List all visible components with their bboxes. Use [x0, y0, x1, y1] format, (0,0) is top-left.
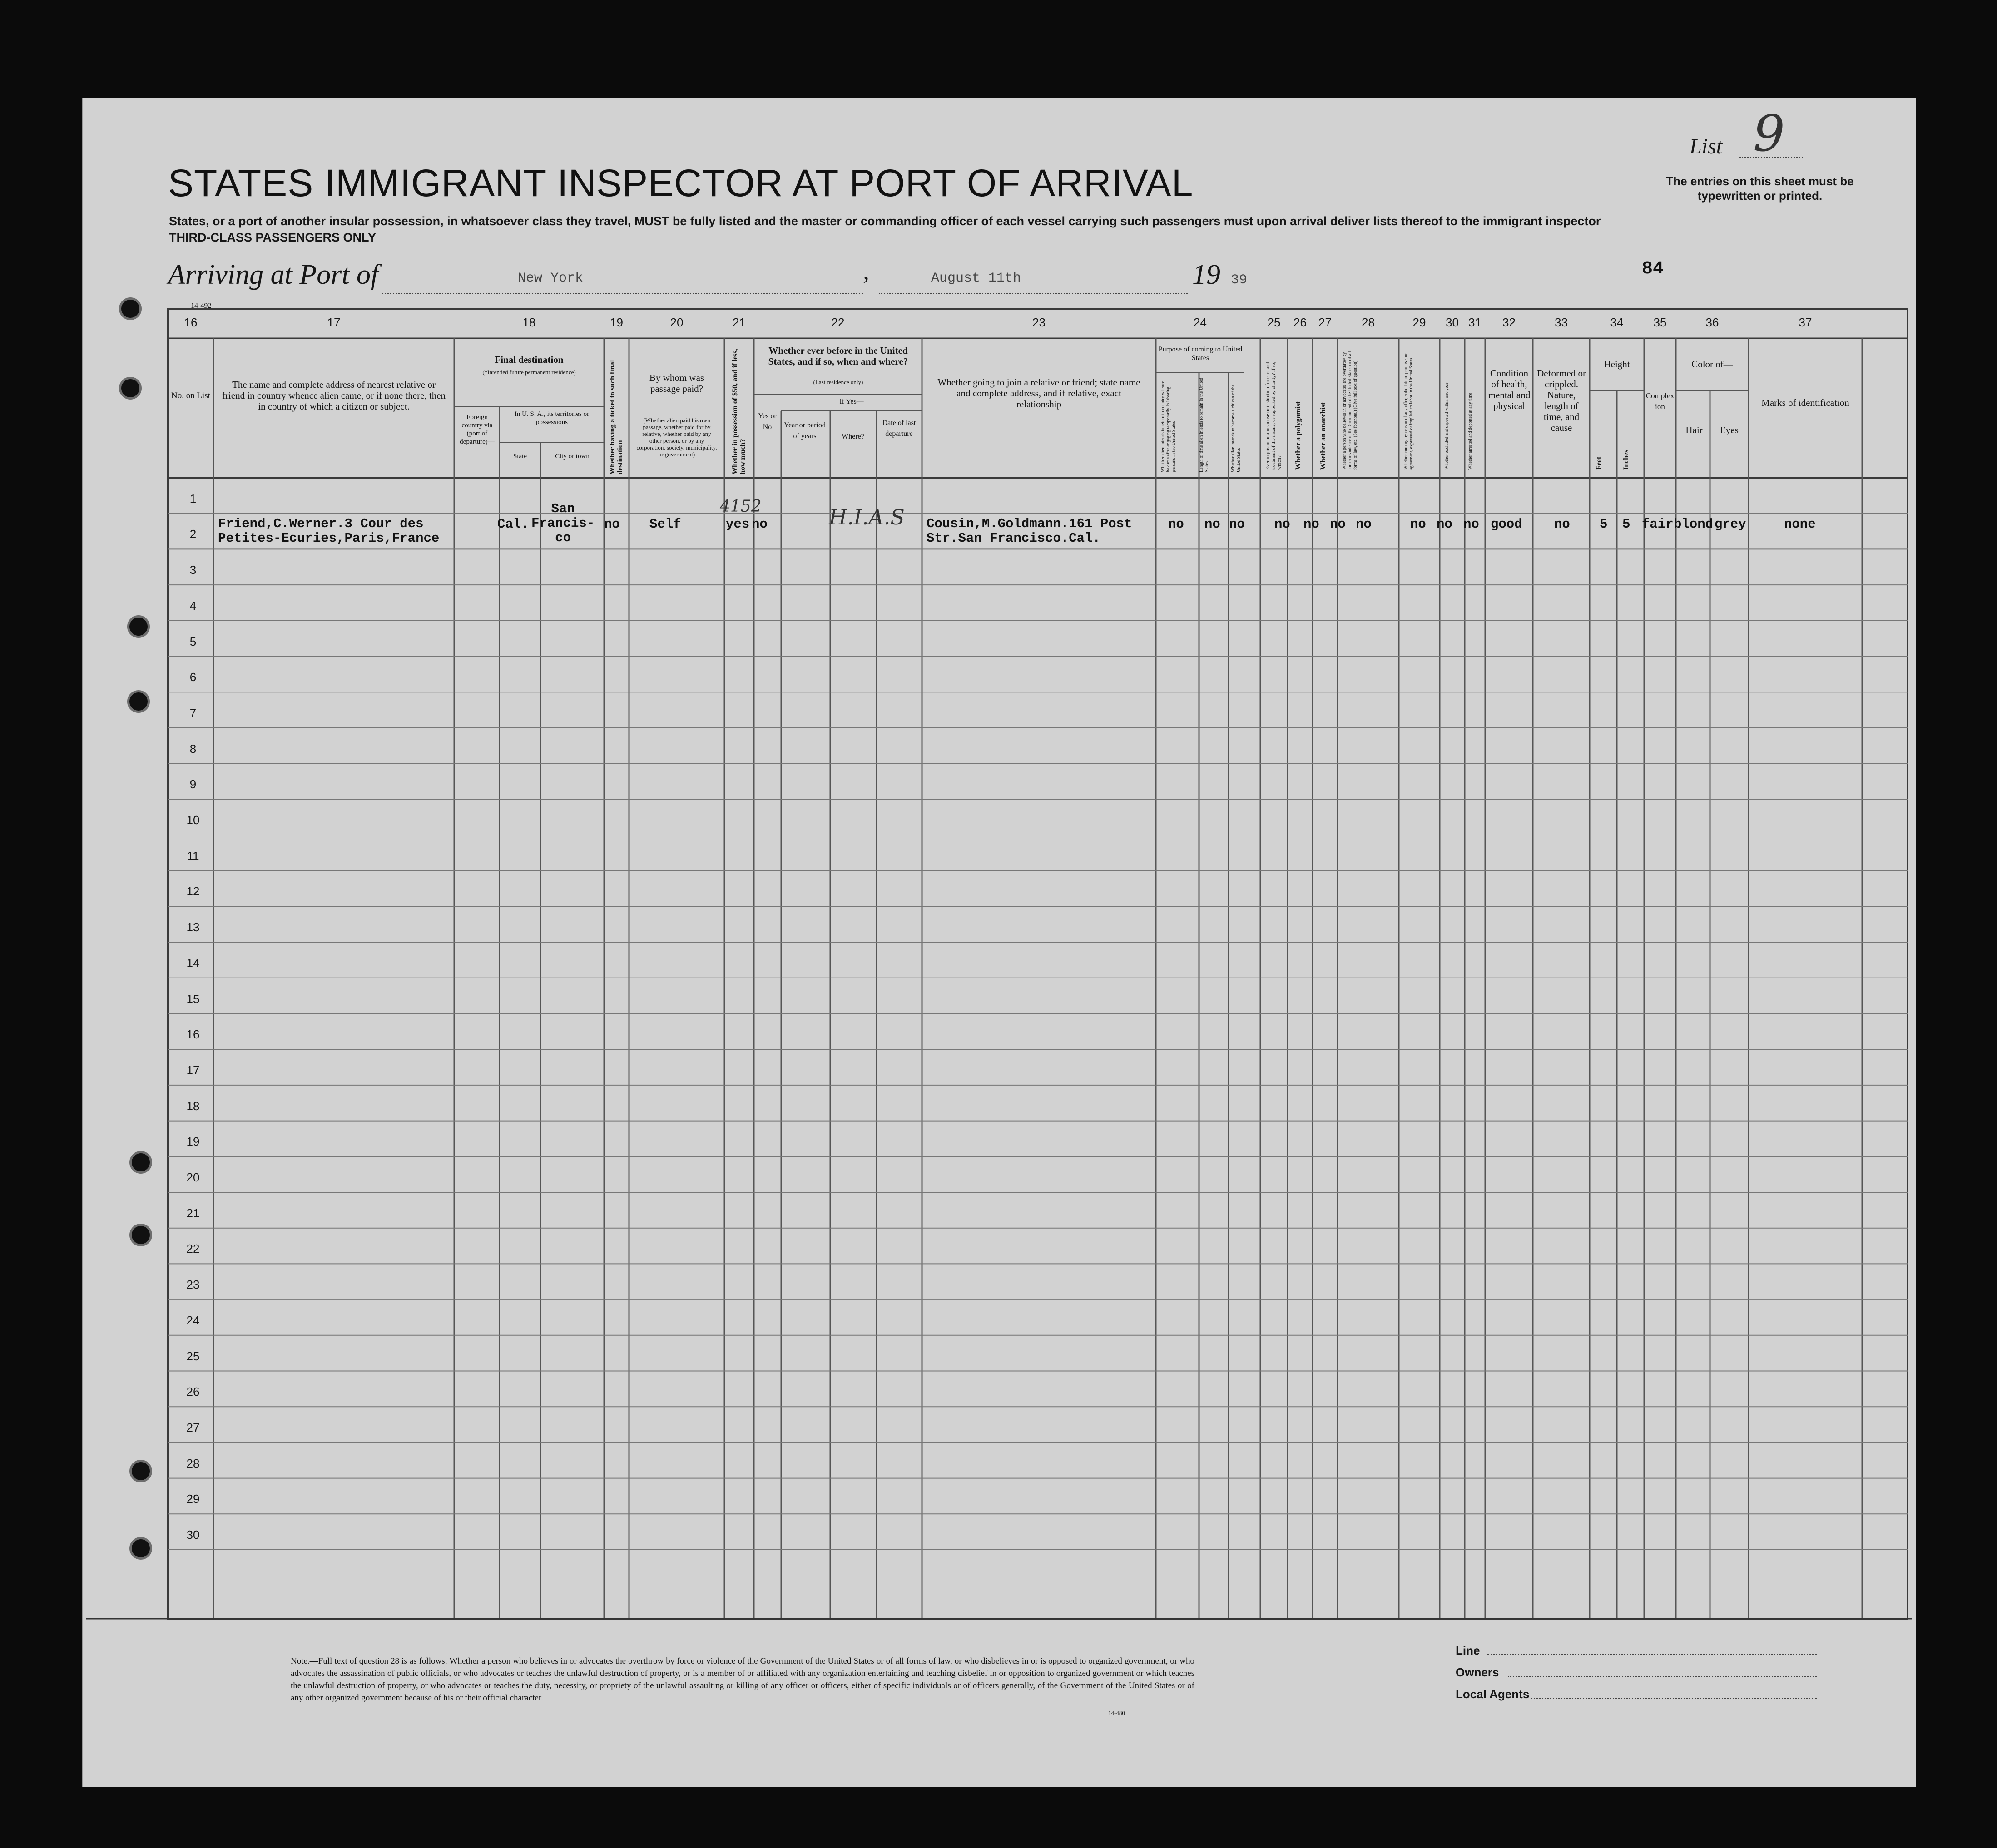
- city-line-3: co: [555, 530, 571, 545]
- relative-line-1: Friend,C.Werner.3 Cour des: [218, 516, 424, 531]
- line-number: 10: [186, 813, 200, 827]
- comma-separator: ,: [863, 257, 869, 285]
- row-1-complexion: fair: [1642, 517, 1674, 532]
- line-number: 15: [186, 992, 200, 1006]
- row-1-deformed: no: [1554, 517, 1570, 532]
- row-1-state: Cal.: [497, 517, 529, 532]
- header-yes-or-no: Yes or No: [758, 412, 777, 431]
- line-number: 24: [186, 1313, 200, 1327]
- header-final-destination-note: (*Intended future permanent residence): [482, 369, 576, 376]
- page-title: STATES IMMIGRANT INSPECTOR AT PORT OF ARRIVAL: [168, 162, 1194, 204]
- row-1-inches: 5: [1622, 517, 1630, 532]
- header-prison: Ever in prison or almshouse or institution for care and treatment of the insane, or supported by charity? If so, which?: [1265, 361, 1282, 470]
- header-complexion: Complexion: [1645, 391, 1675, 411]
- class-line: THIRD-CLASS PASSENGERS ONLY: [169, 231, 377, 244]
- header-nearest-relative: The name and complete address of nearest relative or friend in country whence alien came, or if none there, then in country of which a citizen or subject.: [222, 379, 446, 412]
- line-number: 27: [186, 1420, 200, 1434]
- column-number-33: 33: [1555, 316, 1568, 329]
- owners-underline: [1508, 1676, 1817, 1677]
- header-in-usa: In U. S. A., its territories or possessions: [514, 410, 590, 426]
- relative-line-2: Petites-Ecuries,Paris,France: [218, 531, 440, 546]
- footnote-question-28: Note.—Full text of question 28 is as follows: Whether a person who believes in or advocates the overthrow by force or violence of the Government of the United States or of all forms of law, or who disbelieves in or is opposed to organized government, or who advocates the assassination of public officials, or who advocates or teaches the unlawful destruction of property, or is a member of or affiliated with any organization entertaining and teaching disbelief in or opposition to organized government or which teaches the unlawful destruction of property, or who advocates or teaches the duty, necessity, or propriety of the unlawful assaulting or killing of any officer or officers, either of specific individuals or of officers generally, of the Government of the United States or of any other organized government because of his or their official character.: [291, 1656, 1194, 1703]
- line-number: 22: [186, 1242, 200, 1256]
- header-polygamist: Whether a polygamist: [1294, 401, 1302, 470]
- header-length-stay: Length of time alien intends to remain in the United States: [1199, 377, 1209, 472]
- row-1-ticket: no: [604, 517, 620, 532]
- row-1-relative: [218, 517, 439, 546]
- column-number-20: 20: [670, 316, 684, 329]
- header-deformed: Deformed or crippled. Nature, length of time, and cause: [1537, 368, 1586, 433]
- row-1-hair: blond: [1674, 517, 1714, 532]
- header-year-period: Year or period of years: [784, 421, 826, 440]
- line-number: 20: [186, 1171, 200, 1184]
- header-ticket: Whether having a ticket to such final destination: [609, 360, 624, 474]
- line-number: 2: [189, 527, 197, 541]
- column-number-22: 22: [831, 316, 845, 329]
- header-purpose: Purpose of coming to United States: [1158, 346, 1243, 362]
- list-number: 9: [1753, 104, 1785, 163]
- row-1-marks: none: [1784, 517, 1816, 532]
- header-before-in-us: Whether ever before in the United States, and if so, when and where?: [768, 345, 908, 367]
- column-number-27: 27: [1318, 316, 1332, 329]
- sheet-number: 84: [1642, 259, 1664, 279]
- row-1-eyes: grey: [1715, 517, 1746, 532]
- local-agents-label: Local Agents: [1456, 1687, 1530, 1701]
- header-where: Where?: [842, 433, 864, 440]
- row-1-paid-by: Self: [649, 517, 681, 532]
- header-no-on-list: No. on List: [171, 391, 211, 400]
- line-number: 28: [186, 1456, 200, 1470]
- line-number: 23: [186, 1278, 200, 1292]
- column-number-31: 31: [1468, 316, 1482, 329]
- row-1-city: [531, 502, 595, 545]
- row-1-length-stay: no: [1204, 517, 1220, 532]
- column-number-34: 34: [1610, 316, 1624, 329]
- row-1-excluded: no: [1437, 517, 1452, 532]
- header-height: Height: [1604, 359, 1630, 370]
- line-number: 5: [189, 634, 197, 648]
- column-number-19: 19: [610, 316, 623, 329]
- header-going-to-join: Whether going to join a relative or friend; state name and complete address, and if relative, exact relationship: [937, 377, 1140, 410]
- line-number: 29: [186, 1492, 200, 1506]
- line-number: 9: [189, 777, 197, 791]
- row-1-money: yes: [726, 517, 750, 532]
- line-number: 7: [189, 706, 197, 720]
- line-number: 14: [186, 956, 200, 970]
- header-color-of: Color of—: [1691, 359, 1733, 370]
- header-health: Condition of health, mental and physical: [1488, 368, 1531, 411]
- line-number: 26: [186, 1385, 200, 1399]
- year-prefix: 19: [1192, 259, 1220, 290]
- column-number-17: 17: [327, 316, 341, 329]
- line-number: 12: [186, 884, 200, 899]
- row-1-before-in-us: no: [752, 517, 768, 532]
- column-number-23: 23: [1032, 316, 1046, 329]
- header-marks: Marks of identification: [1761, 397, 1849, 408]
- header-date-departure: Date of last departure: [882, 419, 916, 438]
- row-1-joining: [927, 517, 1132, 546]
- row-1-overthrow: no: [1356, 517, 1372, 532]
- city-line-2: Francis-: [531, 516, 595, 531]
- owners-label: Owners: [1456, 1665, 1499, 1679]
- joining-line-2: Str.San Francisco.Cal.: [927, 531, 1100, 546]
- line-number: 13: [186, 920, 200, 934]
- header-city: City or town: [555, 453, 590, 460]
- line-number: 25: [186, 1349, 200, 1363]
- line-number: 8: [189, 741, 197, 756]
- header-citizen-intent: Whether alien intends to become a citizen of the United States: [1231, 384, 1241, 472]
- date-value: August 11th: [931, 271, 1021, 286]
- row-1-health: good: [1491, 517, 1522, 532]
- header-before-in-us-note: (Last residence only): [813, 379, 863, 385]
- column-number-18: 18: [522, 316, 536, 329]
- header-hair: Hair: [1685, 425, 1703, 435]
- column-number-37: 37: [1799, 316, 1812, 329]
- line-number: 4: [189, 598, 197, 613]
- line-number: 21: [186, 1206, 200, 1220]
- year-suffix: 39: [1231, 272, 1248, 288]
- column-number-24: 24: [1194, 316, 1207, 329]
- line-number: 18: [186, 1099, 200, 1113]
- row-1-deported: no: [1463, 517, 1479, 532]
- row-1-polygamist: no: [1303, 517, 1319, 532]
- header-foreign-country: Foreign country via (port of departure)—: [460, 414, 495, 445]
- header-fifty-dollars: Whether in possession of $50, and if less, how much?: [731, 349, 747, 474]
- line-number: 3: [189, 563, 197, 577]
- line-number: 11: [187, 849, 199, 863]
- column-number-29: 29: [1412, 316, 1426, 329]
- line-number: 1: [189, 491, 197, 505]
- column-number-26: 26: [1293, 316, 1307, 329]
- column-number-28: 28: [1362, 316, 1375, 329]
- line-underline: [1487, 1654, 1817, 1655]
- header-deported: Whether arrested and deported at any time: [1468, 393, 1473, 470]
- column-number-35: 35: [1653, 316, 1667, 329]
- row-1-money-annotation: 4152: [720, 497, 762, 516]
- line-number: 6: [189, 670, 197, 684]
- header-final-destination: Final destination: [495, 354, 564, 365]
- form-code: 14-492: [191, 302, 212, 310]
- joining-line-1: Cousin,M.Goldmann.161 Post: [927, 516, 1132, 531]
- agents-underline: [1531, 1698, 1817, 1699]
- page-subtitle: States, or a port of another insular possession, in whatsoever class they travel, MUST be fully listed and the master or commanding officer of each vessel carrying such passengers must upon arrival deliver lists thereof to the immigrant inspector: [169, 214, 1601, 228]
- row-1-anarchist: no: [1330, 517, 1346, 532]
- column-number-30: 30: [1446, 316, 1459, 329]
- footer-form-code: 14-480: [1108, 1710, 1125, 1716]
- column-number-25: 25: [1267, 316, 1281, 329]
- header-anarchist: Whether an anarchist: [1319, 402, 1327, 470]
- column-number-32: 32: [1502, 316, 1516, 329]
- arriving-label: Arriving at Port of: [168, 259, 379, 290]
- row-1-return-intent: no: [1168, 517, 1184, 532]
- header-passage-paid-note: (Whether alien paid his own passage, whether paid for by relative, whether paid by any other person, or by any corporation, society, municipality, or government): [636, 417, 717, 458]
- header-labor-offer: Whether coming by reason of any offer, solicitation, promise, or agreement, expressed or implied, to labor in the United States: [1403, 353, 1414, 470]
- header-if-yes: If Yes—: [839, 398, 864, 405]
- column-number-16: 16: [184, 316, 198, 329]
- line-number: 19: [186, 1135, 200, 1149]
- line-number: 30: [186, 1528, 200, 1542]
- header-passage-paid: By whom was passage paid?: [649, 372, 704, 394]
- row-1-prison: no: [1274, 517, 1290, 532]
- header-eyes: Eyes: [1720, 425, 1739, 435]
- city-line-1: San: [551, 501, 575, 516]
- row-1-citizen-intent: no: [1229, 517, 1245, 532]
- line-number: 17: [186, 1063, 200, 1077]
- header-feet: Feet: [1595, 456, 1603, 470]
- header-overthrow: Whether a person who believes in or advocates the overthrow by force or violence of the Government of the United States or of all forms of law, etc. (See footnote.) (Give full text of question): [1342, 351, 1358, 470]
- line-number: 16: [186, 1028, 200, 1042]
- column-number-21: 21: [733, 316, 746, 329]
- header-excluded: Whether excluded and deported within one year: [1444, 382, 1449, 470]
- row-1-labor-offer: no: [1410, 517, 1426, 532]
- header-return-intent: Whether alien intends to return to country whence he came after engaging temporarily in laboring pursuits in the United States: [1160, 381, 1176, 472]
- list-label: List: [1690, 134, 1723, 158]
- row-1-feet: 5: [1600, 517, 1608, 532]
- column-number-36: 36: [1705, 316, 1719, 329]
- line-label: Line: [1456, 1644, 1480, 1657]
- typewritten-instructions: The entries on this sheet must be typewritten or printed.: [1666, 174, 1854, 203]
- header-inches: Inches: [1622, 450, 1630, 470]
- row-1-handwritten-annotation: H.I.A.S: [829, 505, 905, 529]
- port-value: New York: [518, 271, 584, 286]
- header-state: State: [513, 453, 527, 460]
